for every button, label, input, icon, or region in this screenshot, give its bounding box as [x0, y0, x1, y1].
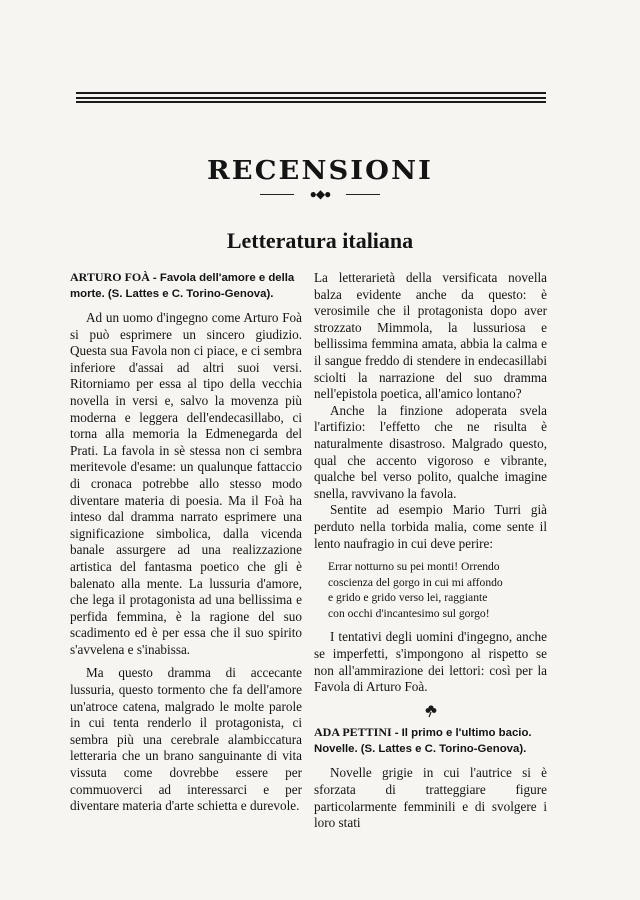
- ornament-glyph: ●◆●: [309, 187, 331, 201]
- ornament-line-right: [346, 194, 380, 195]
- review-1-paragraph: Sentite ad esempio Mario Turri già perduto nella torbida malia, come sente il lento naufragio in cui deve perire:: [314, 502, 547, 551]
- page-heading: Letteratura italiana: [226, 228, 414, 253]
- poem-line: con occhi d'incantesimo sul gorgo!: [328, 606, 490, 620]
- review-1-paragraph: La letterarietà della versificata novella balza evidente anche da questo: è verosimile che il protagonista dopo aver strozzato Mimmola, la lussuriosa e bellissima femmina amata, abbia la calma e il sangue freddo di stendere in endecasillabi sciolti la narrazione del suo dramma nell'epistola poetica, all'amico lontano?: [314, 270, 547, 402]
- header-rule-bottom: [76, 101, 546, 103]
- flower-ornament-icon: [314, 704, 547, 724]
- review-1-closing: I tentativi degli uomini d'ingegno, anche se imperfetti, s'impongono al rispetto se non all'ammirazione dei lettori: così per la Favola di Arturo Foà.: [314, 629, 547, 695]
- poem-line: coscienza del gorgo in cui mi affondo: [328, 575, 503, 589]
- review-1-heading: [70, 270, 302, 302]
- column-right: [314, 270, 547, 832]
- review-1-paragraph: Anche la finzione adoperata svela l'artifizio: l'effetto che ne risulta è naturalmente disastroso. Malgrado questo, qual che accento vigoroso e vibrante, qualche bel verso polito, qualche imagine snella, ravvivano la favola.: [314, 402, 547, 501]
- review-2-paragraph: Novelle grigie in cui l'autrice si è sforzata di tratteggiare figure particolarmente femminili e di svolgere i loro stati: [314, 765, 547, 831]
- review-1-paragraph: Ma questo dramma di accecante lussuria, questo tormento che fa dell'amore un'atroce catena, malgrado le molte parole in cui tenta renderlo il protagonista, ci sembra più una cerebrale alambiccatura letteraria che un brano sanguinante di vita vissuta come dovrebbe essere per commuoverci ad interessarci e per diventare materia d'arte schietta e durevole.: [70, 665, 302, 814]
- column-left: [70, 270, 302, 815]
- ornament-line-left: [260, 194, 294, 195]
- header-rule-middle: [76, 97, 546, 99]
- poem-line: e grido e grido verso lei, raggiante: [328, 591, 488, 605]
- review-1-book-title: - Favola dell'amore e della morte.: [70, 272, 295, 300]
- review-2-book-title: - Il primo e l'ultimo bacio. Novelle.: [314, 727, 532, 756]
- ornament-divider: [260, 188, 380, 200]
- review-1-paragraph: Ad un uomo d'ingegno come Arturo Foà si può esprimere un sincero giudizio. Questa sua Favola non ci piace, e ci sembra inferiore d'assai ad altri suoi versi. Ritorniamo per essa al tipo della vecchia novella in versi e, salvo la movenza più moderna e leggera dell'endecasillabo, ci torna alla memoria la Edmenegarda del Prati. La favola in sè stessa non ci sembra meritevole d'esame: un qualunque fattaccio di cronaca potrebbe allo stesso modo diventare materia di poesia. Ma il Foà ha inteso dal dramma narrato esprimere una significazione simbolica, dalla vicenda banale assurgere ad una realizzazione artistica del fantasma poetico che gli è balenato alla mente. La lussuria d'amore, che lega il protagonista ad una bellissima e perfida femmina, è la ragione del suo scadimento ed è per essa che il suo spirito s'avvelena e s'inabissa.: [70, 310, 302, 657]
- review-1-poem-quote: [328, 559, 547, 621]
- review-2-author: ADA PETTINI: [314, 725, 392, 740]
- review-1-publisher: (S. Lattes e C. Torino-Genova).: [107, 288, 274, 300]
- review-1-author: ARTURO FOÀ: [70, 270, 150, 284]
- header-rule-top: [76, 92, 546, 94]
- poem-line: Errar notturno su pei monti! Orrendo: [328, 560, 500, 574]
- section-title: RECENSIONI: [207, 156, 433, 186]
- review-2-heading: [314, 725, 547, 757]
- review-2-publisher: (S. Lattes e C. Torino-Genova).: [360, 743, 527, 756]
